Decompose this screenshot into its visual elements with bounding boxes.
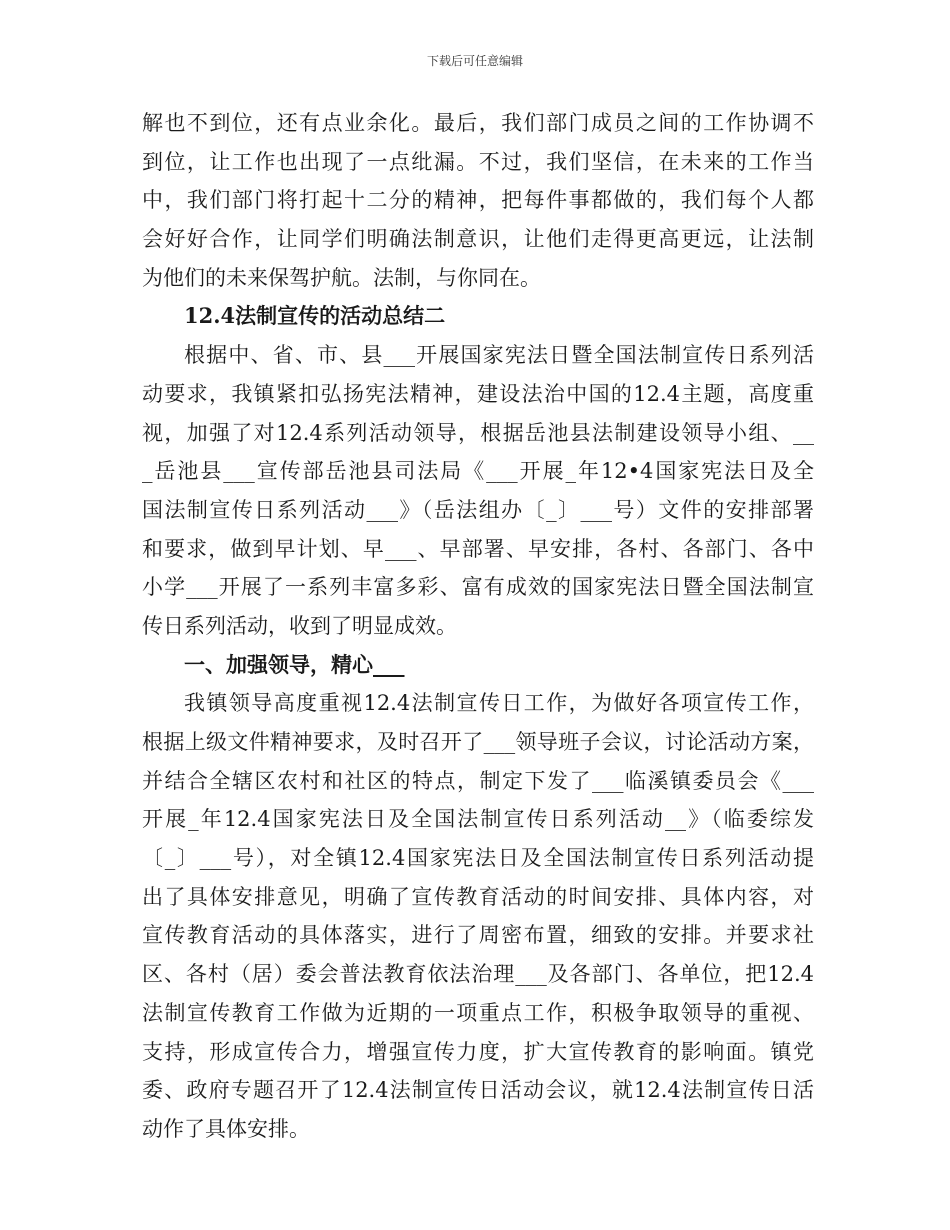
text-line: 出了具体安排意见，明确了宣传教育活动的时间安排、具体内容，对	[142, 884, 814, 909]
text-line: 根据上级文件精神要求，及时召开了___领导班子会议，讨论活动方案，	[142, 730, 814, 754]
section-heading	[142, 646, 814, 685]
text-line: 动作了具体安排。	[142, 1116, 310, 1141]
section-heading	[142, 297, 814, 336]
text-line: 会好好合作，让同学们明确法制意识，让他们走得更高更远，让法制	[142, 227, 814, 252]
text-line: 区、各村（居）委会普法教育依法治理___及各部门、各单位，把12.4	[142, 962, 814, 987]
heading-line: 12.4法制宣传的活动总结二	[184, 303, 446, 329]
text-line: 〔_〕___号），对全镇12.4国家宪法日及全国法制宣传日系列活动提	[142, 846, 814, 871]
text-line: 传日系列活动，收到了明显成效。	[142, 613, 457, 638]
text-line: 国法制宣传日系列活动___》（岳法组办〔_〕___号）文件的安排部署	[142, 497, 814, 522]
text-line: _岳池县___宣传部岳池县司法局《___开展_年12•4国家宪法日及全	[142, 459, 814, 484]
text-line: 法制宣传教育工作做为近期的一项重点工作，积极争取领导的重视、	[142, 1000, 814, 1025]
document-body	[142, 104, 814, 1149]
text-line: 小学___开展了一系列丰富多彩、富有成效的国家宪法日暨全国法制宣	[142, 575, 814, 600]
paragraph	[142, 684, 814, 1148]
text-line: 视，加强了对12.4系列活动领导，根据岳池县法制建设领导小组、__	[142, 420, 814, 445]
text-line: 和要求，做到早计划、早___、早部署、早安排，各村、各部门、各中	[142, 536, 814, 561]
page-header: 下载后可任意编辑	[426, 54, 523, 68]
text-line: 解也不到位，还有点业余化。最后，我们部门成员之间的工作协调不	[142, 111, 814, 135]
text-line: 我镇领导高度重视12.4法制宣传日工作，为做好各项宣传工作，	[184, 691, 814, 716]
text-line: 宣传教育活动的具体落实，进行了周密布置，细致的安排。并要求社	[142, 923, 814, 948]
text-line: 开展_年12.4国家宪法日及全国法制宣传日系列活动__》（临委综发	[142, 807, 814, 832]
paragraph	[142, 104, 814, 297]
heading-line: 一、加强领导，精心___	[184, 651, 405, 677]
paragraph	[142, 336, 814, 646]
text-line: 中，我们部门将打起十二分的精神，把每件事都做的，我们每个人都	[142, 188, 814, 213]
text-line: 动要求，我镇紧扣弘扬宪法精神，建设法治中国的12.4主题，高度重	[142, 381, 814, 406]
text-line: 支持，形成宣传合力，增强宣传力度，扩大宣传教育的影响面。镇党	[142, 1039, 814, 1064]
text-line: 到位，让工作也出现了一点纰漏。不过，我们坚信，在未来的工作当	[142, 149, 814, 174]
text-line: 委、政府专题召开了12.4法制宣传日活动会议，就12.4法制宣传日活	[142, 1078, 814, 1103]
text-line: 为他们的未来保驾护航。法制，与你同在。	[142, 265, 541, 290]
text-line: 根据中、省、市、县___开展国家宪法日暨全国法制宣传日系列活	[184, 343, 814, 368]
text-line: 并结合全辖区农村和社区的特点，制定下发了___临溪镇委员会《___	[142, 768, 814, 793]
